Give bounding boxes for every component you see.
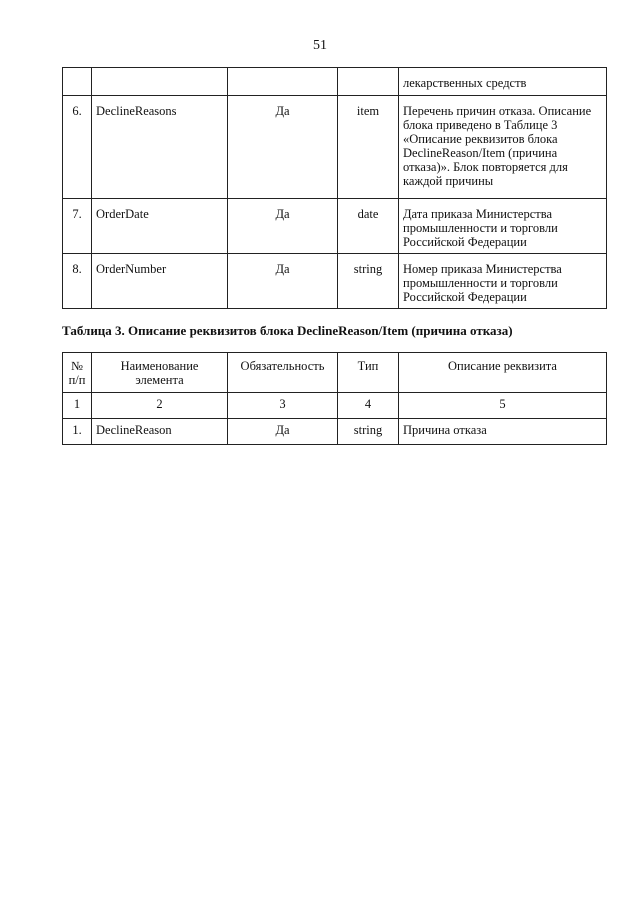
header-element-name: Наименование элемента — [92, 353, 228, 393]
column-index: 1 — [63, 393, 92, 419]
row-number-cell — [63, 68, 92, 96]
column-index-row — [63, 393, 607, 419]
header-number: № п/п — [63, 353, 92, 393]
type-cell: date — [338, 199, 399, 254]
required-cell: Да — [228, 96, 338, 199]
table-row — [63, 419, 607, 445]
description-cell: лекарственных средств — [399, 68, 607, 96]
table-3 — [62, 352, 607, 445]
description-cell: Дата приказа Министерства промышленности и торговли Российской Федерации — [399, 199, 607, 254]
row-number-cell: 7. — [63, 199, 92, 254]
header-description: Описание реквизита — [399, 353, 607, 393]
column-index: 5 — [399, 393, 607, 419]
row-number-cell: 1. — [63, 419, 92, 445]
description-cell: Причина отказа — [399, 419, 607, 445]
required-cell: Да — [228, 199, 338, 254]
page-number: 51 — [313, 38, 327, 53]
description-cell: Перечень причин отказа. Описание блока приведено в Таблице 3 «Описание реквизитов блока DeclineReason/Item (причина отказа)». Блок повторяется для каждой причины — [399, 96, 607, 199]
element-name-cell: DeclineReasons — [92, 96, 228, 199]
element-name-cell — [92, 68, 228, 96]
table-row — [63, 199, 607, 254]
table-3-caption: Таблица 3. Описание реквизитов блока DeclineReason/Item (причина отказа) — [62, 323, 513, 338]
table-row — [63, 68, 607, 96]
column-index: 3 — [228, 393, 338, 419]
row-number-cell: 6. — [63, 96, 92, 199]
column-index: 2 — [92, 393, 228, 419]
header-type: Тип — [338, 353, 399, 393]
table-row — [63, 96, 607, 199]
header-required: Обязательность — [228, 353, 338, 393]
required-cell — [228, 68, 338, 96]
required-cell: Да — [228, 419, 338, 445]
element-name-cell: DeclineReason — [92, 419, 228, 445]
type-cell: string — [338, 419, 399, 445]
type-cell: item — [338, 96, 399, 199]
type-cell — [338, 68, 399, 96]
type-cell: string — [338, 254, 399, 309]
description-cell: Номер приказа Министерства промышленности и торговли Российской Федерации — [399, 254, 607, 309]
row-number-cell: 8. — [63, 254, 92, 309]
element-name-cell: OrderNumber — [92, 254, 228, 309]
table-row — [63, 254, 607, 309]
column-index: 4 — [338, 393, 399, 419]
table-header-row — [63, 353, 607, 393]
element-name-cell: OrderDate — [92, 199, 228, 254]
continuation-table — [62, 67, 607, 309]
required-cell: Да — [228, 254, 338, 309]
